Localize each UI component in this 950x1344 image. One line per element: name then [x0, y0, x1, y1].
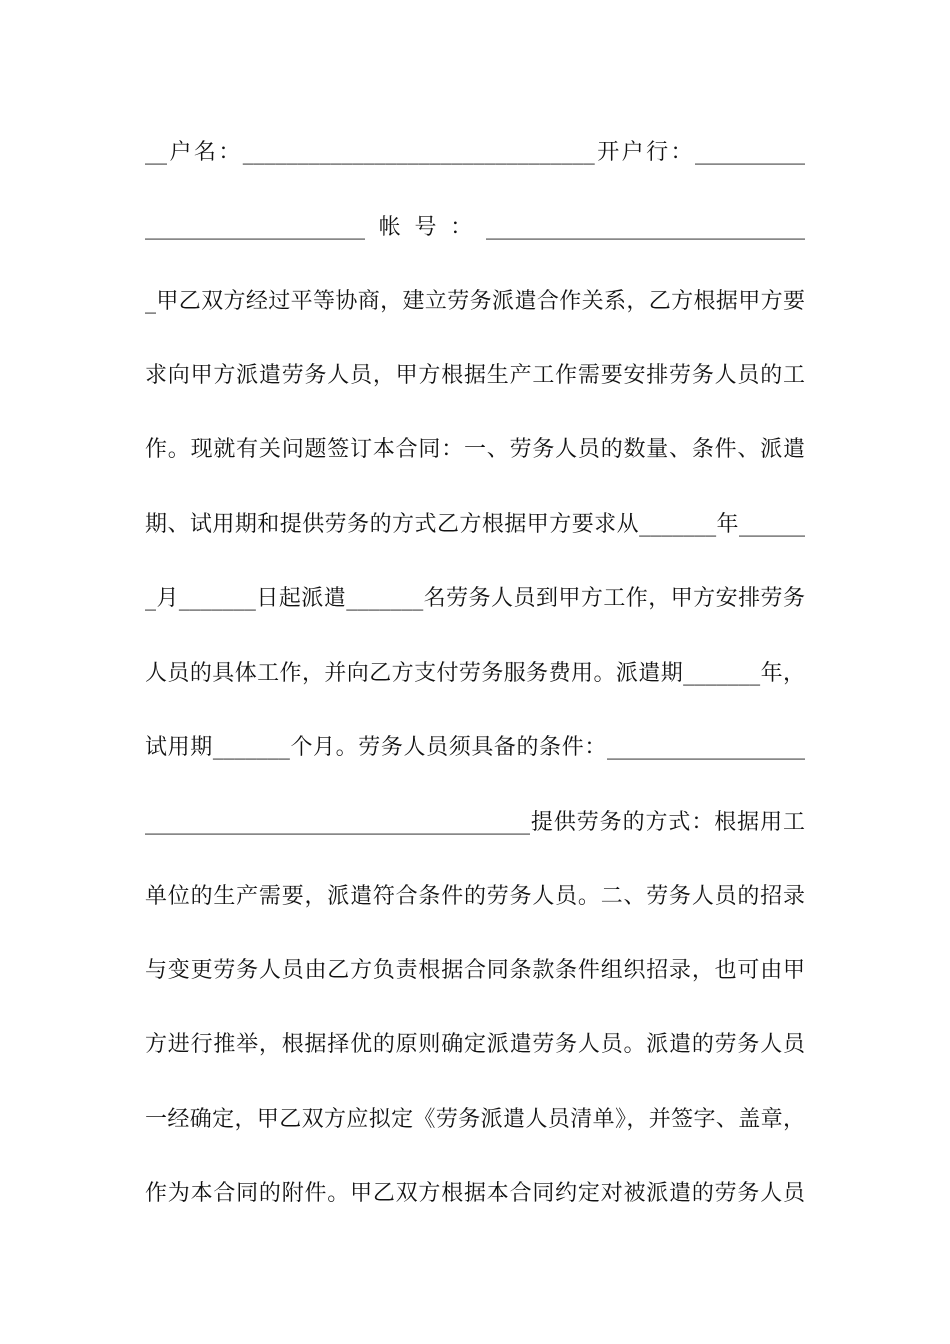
text-line-15: 作为本合同的附件。甲乙双方根据本合同约定对被派遣的劳务人员: [145, 1181, 805, 1206]
text-line-14: 一经确定，甲乙双方应拟定《劳务派遣人员清单》，并签字、盖章，: [145, 1107, 805, 1132]
text-line-10: ___________________________________提供劳务的方式：根据用工: [145, 810, 805, 835]
text-line-2: ____________________帐号：_____________________________: [145, 215, 805, 240]
text-line-6: 期、试用期和提供劳务的方式乙方根据甲方要求从_______年______: [145, 512, 805, 537]
text-line-5: 作。现就有关问题签订本合同：一、劳务人员的数量、条件、派遣: [145, 437, 805, 462]
text-line-9: 试用期_______个月。劳务人员须具备的条件：__________________: [145, 735, 805, 760]
text-line-4: 求向甲方派遣劳务人员，甲方根据生产工作需要安排劳务人员的工: [145, 363, 805, 388]
text-line-7: _月_______日起派遣_______名劳务人员到甲方工作，甲方安排劳务: [145, 586, 805, 611]
text-line-11: 单位的生产需要，派遣符合条件的劳务人员。二、劳务人员的招录: [145, 884, 805, 909]
text-line-1: __户名：________________________________开户行：__________: [145, 140, 805, 165]
text-line-13: 方进行推举，根据择优的原则确定派遣劳务人员。派遣的劳务人员: [145, 1032, 805, 1057]
text-line-3: _甲乙双方经过平等协商，建立劳务派遣合作关系，乙方根据甲方要: [145, 289, 805, 314]
text-line-8: 人员的具体工作，并向乙方支付劳务服务费用。派遣期_______年，: [145, 661, 805, 686]
text-line-12: 与变更劳务人员由乙方负责根据合同条款条件组织招录，也可由甲: [145, 958, 805, 983]
